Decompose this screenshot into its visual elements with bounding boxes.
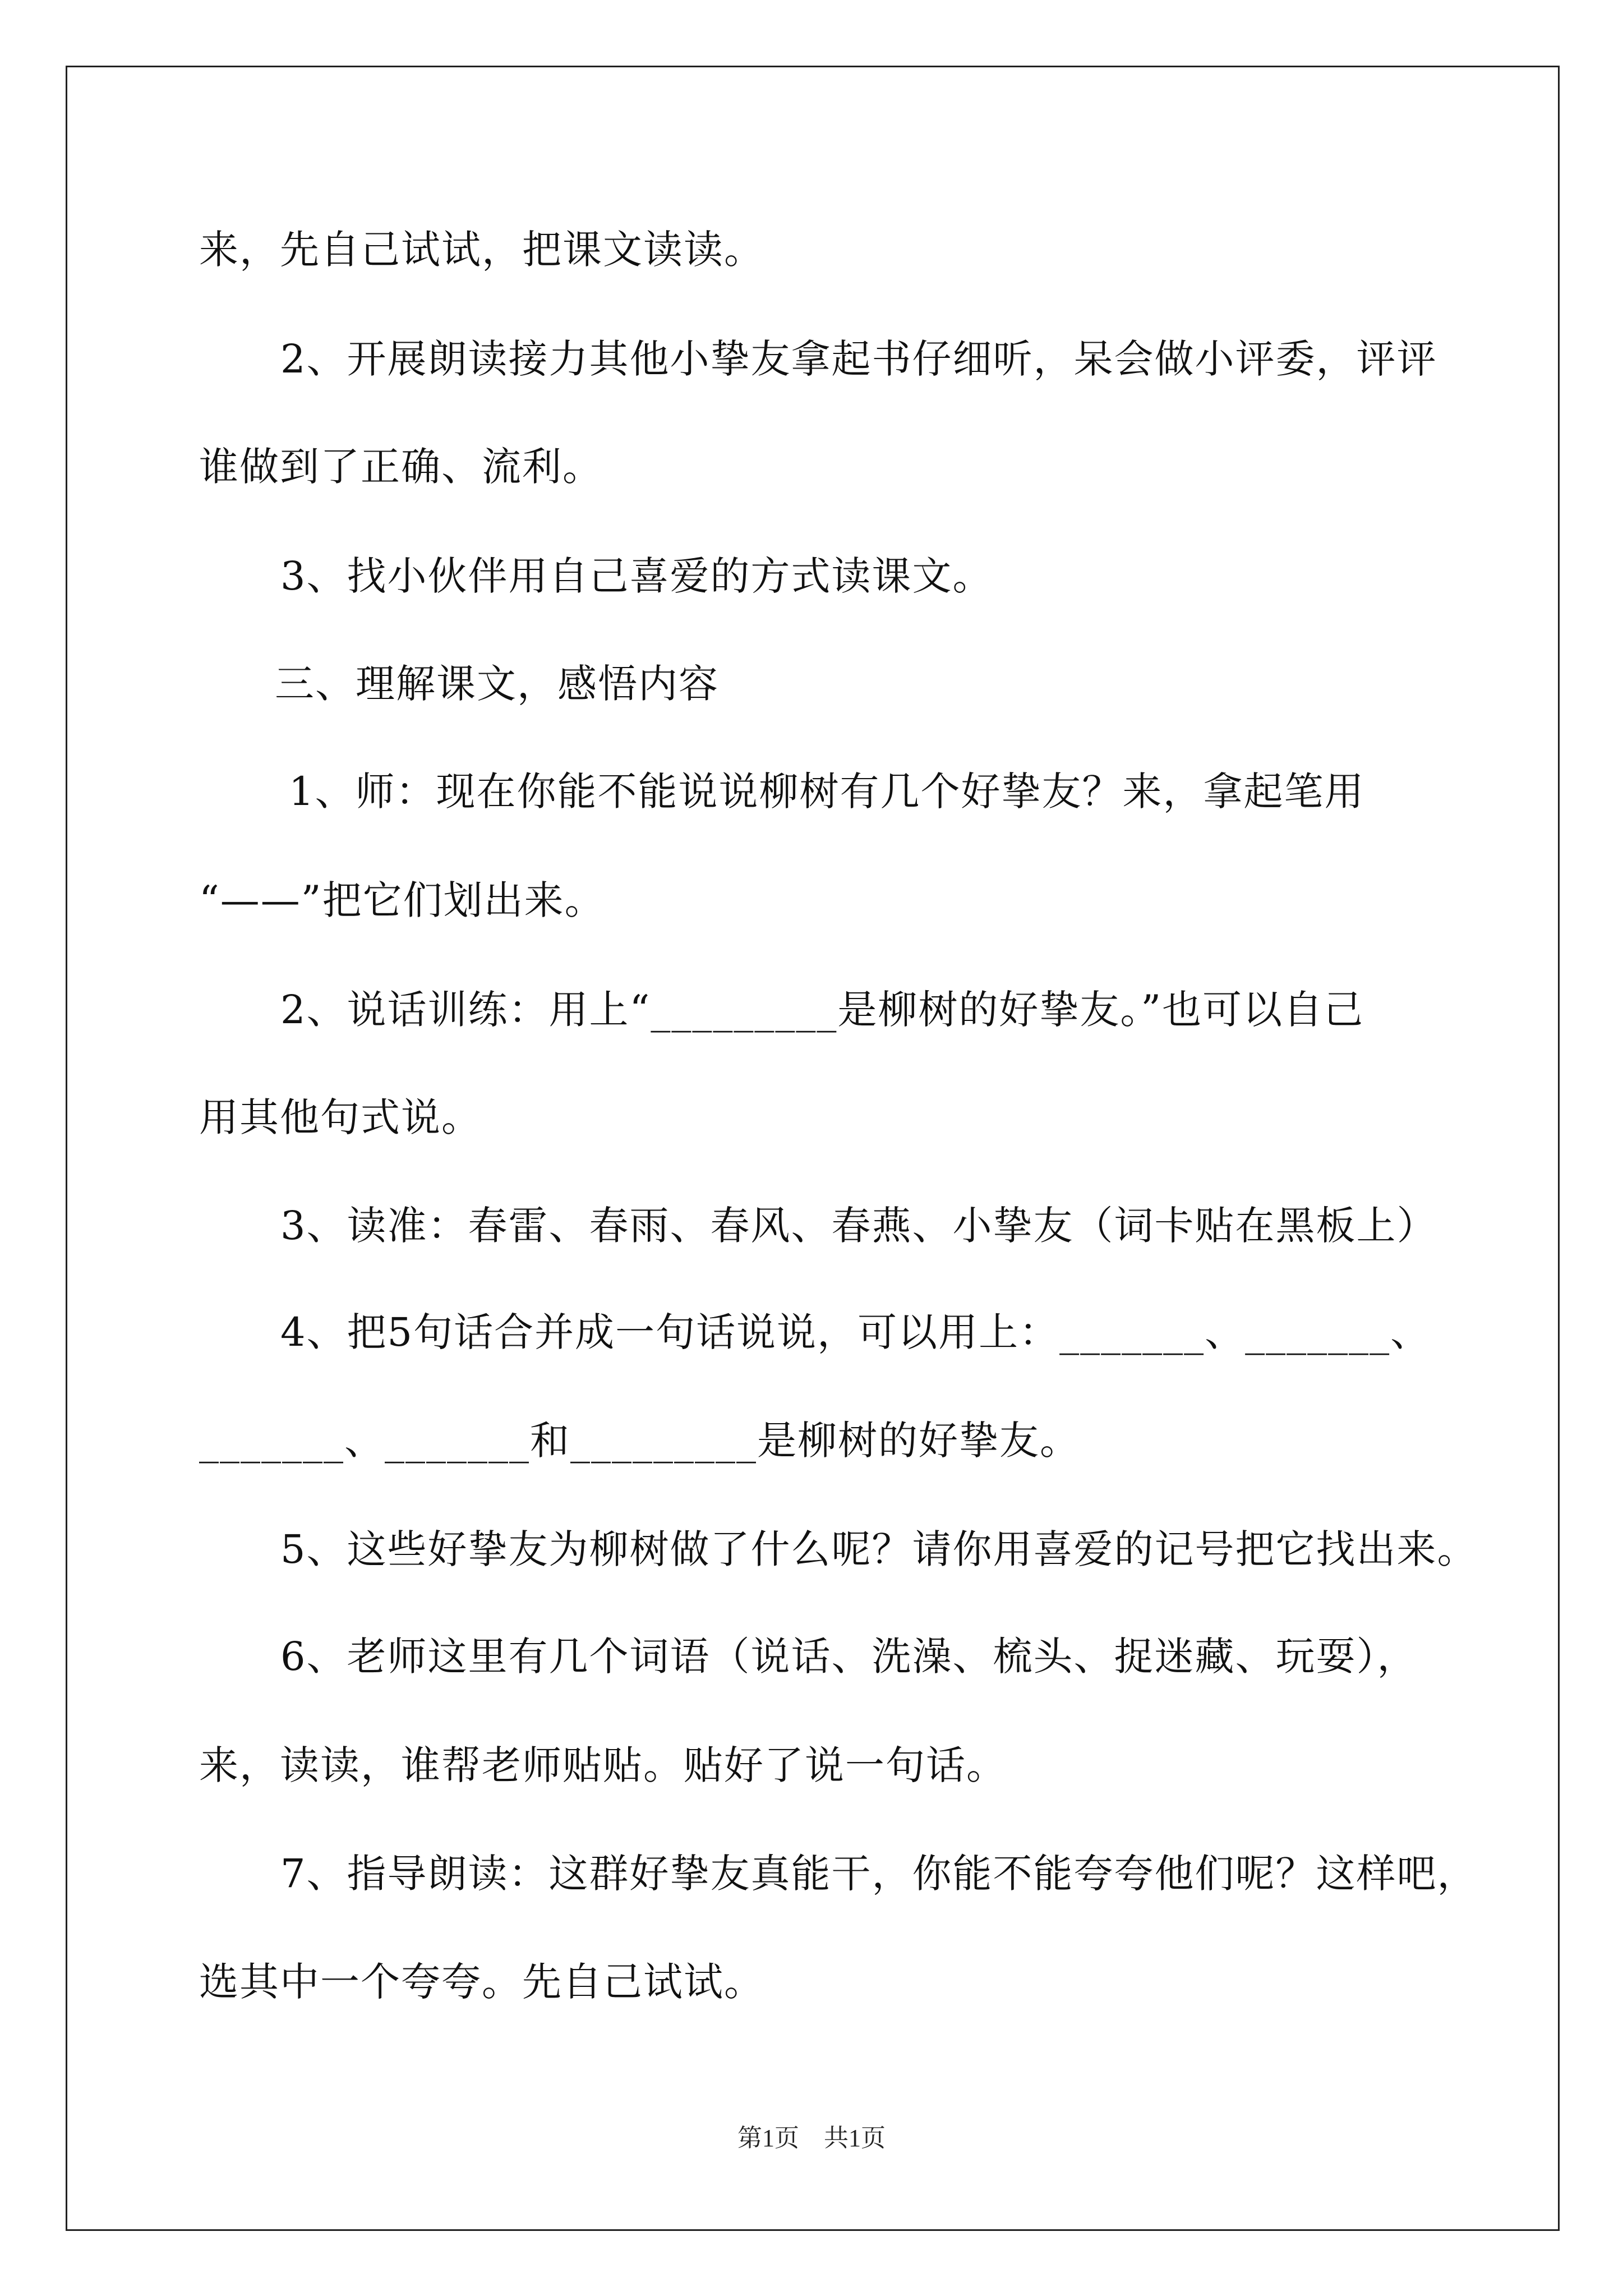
section-heading: 三、理解课文，感悟内容 <box>275 661 719 707</box>
paragraph-line: 用其他句式说。 <box>199 1094 482 1140</box>
page-footer: 第1页 共1页 <box>737 2124 886 2152</box>
paragraph-line: 选其中一个夸夸。先自己试试。 <box>199 1959 764 2005</box>
paragraph-line: 4、把5句话合并成一句话说说，可以用上：_______、_______、 <box>280 1309 1431 1355</box>
paragraph-line: 6、老师这里有几个词语（说话、洗澡、梳头、捉迷藏、玩耍）， <box>280 1634 1418 1680</box>
paragraph-line: _______、_______和_________是柳树的好挚友。 <box>199 1418 1080 1464</box>
paragraph-line: 1、师：现在你能不能说说柳树有几个好挚友？来，拿起笔用 <box>289 769 1365 815</box>
paragraph-line: “——”把它们划出来。 <box>199 877 605 923</box>
page-border <box>66 66 1560 2231</box>
paragraph-line: 3、读准：春雷、春雨、春风、春燕、小挚友（词卡贴在黑板上） <box>280 1203 1437 1249</box>
paragraph-line: 来，读读，谁帮老师贴贴。贴好了说一句话。 <box>199 1742 1007 1788</box>
paragraph-line: 谁做到了正确、流利。 <box>199 444 603 490</box>
paragraph-line: 来，先自己试试，把课文读读。 <box>199 227 764 273</box>
paragraph-line: 2、说话训练：用上“_________是柳树的好挚友。”也可以自己 <box>280 987 1364 1033</box>
paragraph-line: 3、找小伙伴用自己喜爱的方式读课文。 <box>280 553 993 599</box>
paragraph-line: 5、这些好挚友为柳树做了什么呢？请你用喜爱的记号把它找出来。 <box>280 1526 1478 1572</box>
paragraph-line: 7、指导朗读：这群好挚友真能干，你能不能夸夸他们呢？这样吧， <box>280 1851 1478 1897</box>
paragraph-line: 2、开展朗读接力其他小挚友拿起书仔细听，呆会做小评委，评评 <box>280 336 1437 382</box>
